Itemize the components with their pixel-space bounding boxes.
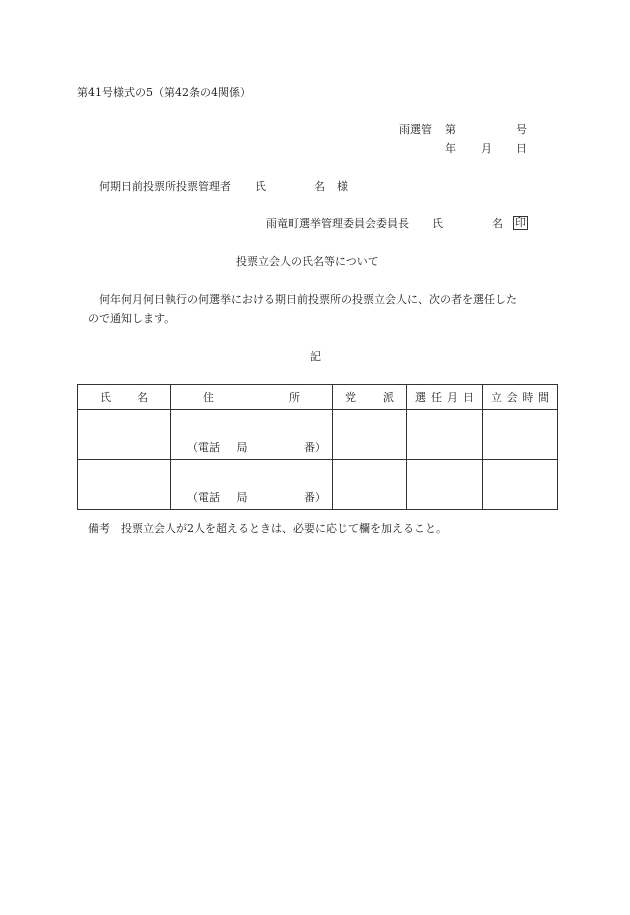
body-line-1: 何年何月何日執行の何選挙における期日前投票所の投票立会人に、次の者を選任した [99, 293, 517, 306]
header-name: 氏 名 [78, 385, 171, 410]
appointee-table [77, 384, 558, 510]
doc-number-prefix: 第 [445, 123, 456, 136]
form-number: 第41号様式の5（第42条の4関係） [77, 86, 251, 99]
doc-number-suffix: 号 [516, 123, 527, 136]
header-address: 住 所 [171, 385, 333, 410]
ki-heading: 記 [310, 350, 321, 363]
cell-party [333, 410, 407, 460]
header-party: 党 派 [333, 385, 407, 410]
table-header-row [78, 385, 558, 410]
cell-name [78, 410, 171, 460]
sender-name-label2: 名 [492, 217, 503, 230]
recipient-name-label: 氏 [255, 180, 266, 193]
phone-line: （電話 局 番） [187, 491, 326, 504]
subject: 投票立会人の氏名等について [236, 255, 379, 268]
note: 備考 投票立会人が2人を超えるときは、必要に応じて欄を加えること。 [88, 522, 447, 535]
header-attendance-hours: 立 会 時 間 [483, 385, 558, 410]
cell-party [333, 460, 407, 510]
seal-mark [509, 216, 528, 230]
body-line-2: ので通知します。 [88, 312, 176, 325]
cell-attendance-hours [483, 410, 558, 460]
table-row [78, 460, 558, 510]
cell-address [171, 410, 333, 460]
header-appointed-date: 選 任 月 日 [407, 385, 483, 410]
date-day: 日 [516, 142, 527, 155]
date-year: 年 [445, 142, 456, 155]
sender-name-label: 氏 [432, 217, 443, 230]
sender-title: 雨竜町選挙管理委員会委員長 [266, 217, 409, 230]
recipient-name-label2: 名 [314, 180, 325, 193]
cell-name [78, 460, 171, 510]
seal-icon: 印 [515, 216, 526, 229]
cell-appointed-date [407, 410, 483, 460]
cell-appointed-date [407, 460, 483, 510]
phone-line: （電話 局 番） [187, 441, 326, 454]
date-month: 月 [481, 142, 492, 155]
table-row [78, 410, 558, 460]
recipient-title: 何期日前投票所投票管理者 [99, 180, 231, 193]
cell-attendance-hours [483, 460, 558, 510]
cell-address [171, 460, 333, 510]
recipient-honorific: 様 [337, 180, 348, 193]
doc-number-office: 雨選管 [399, 123, 432, 136]
